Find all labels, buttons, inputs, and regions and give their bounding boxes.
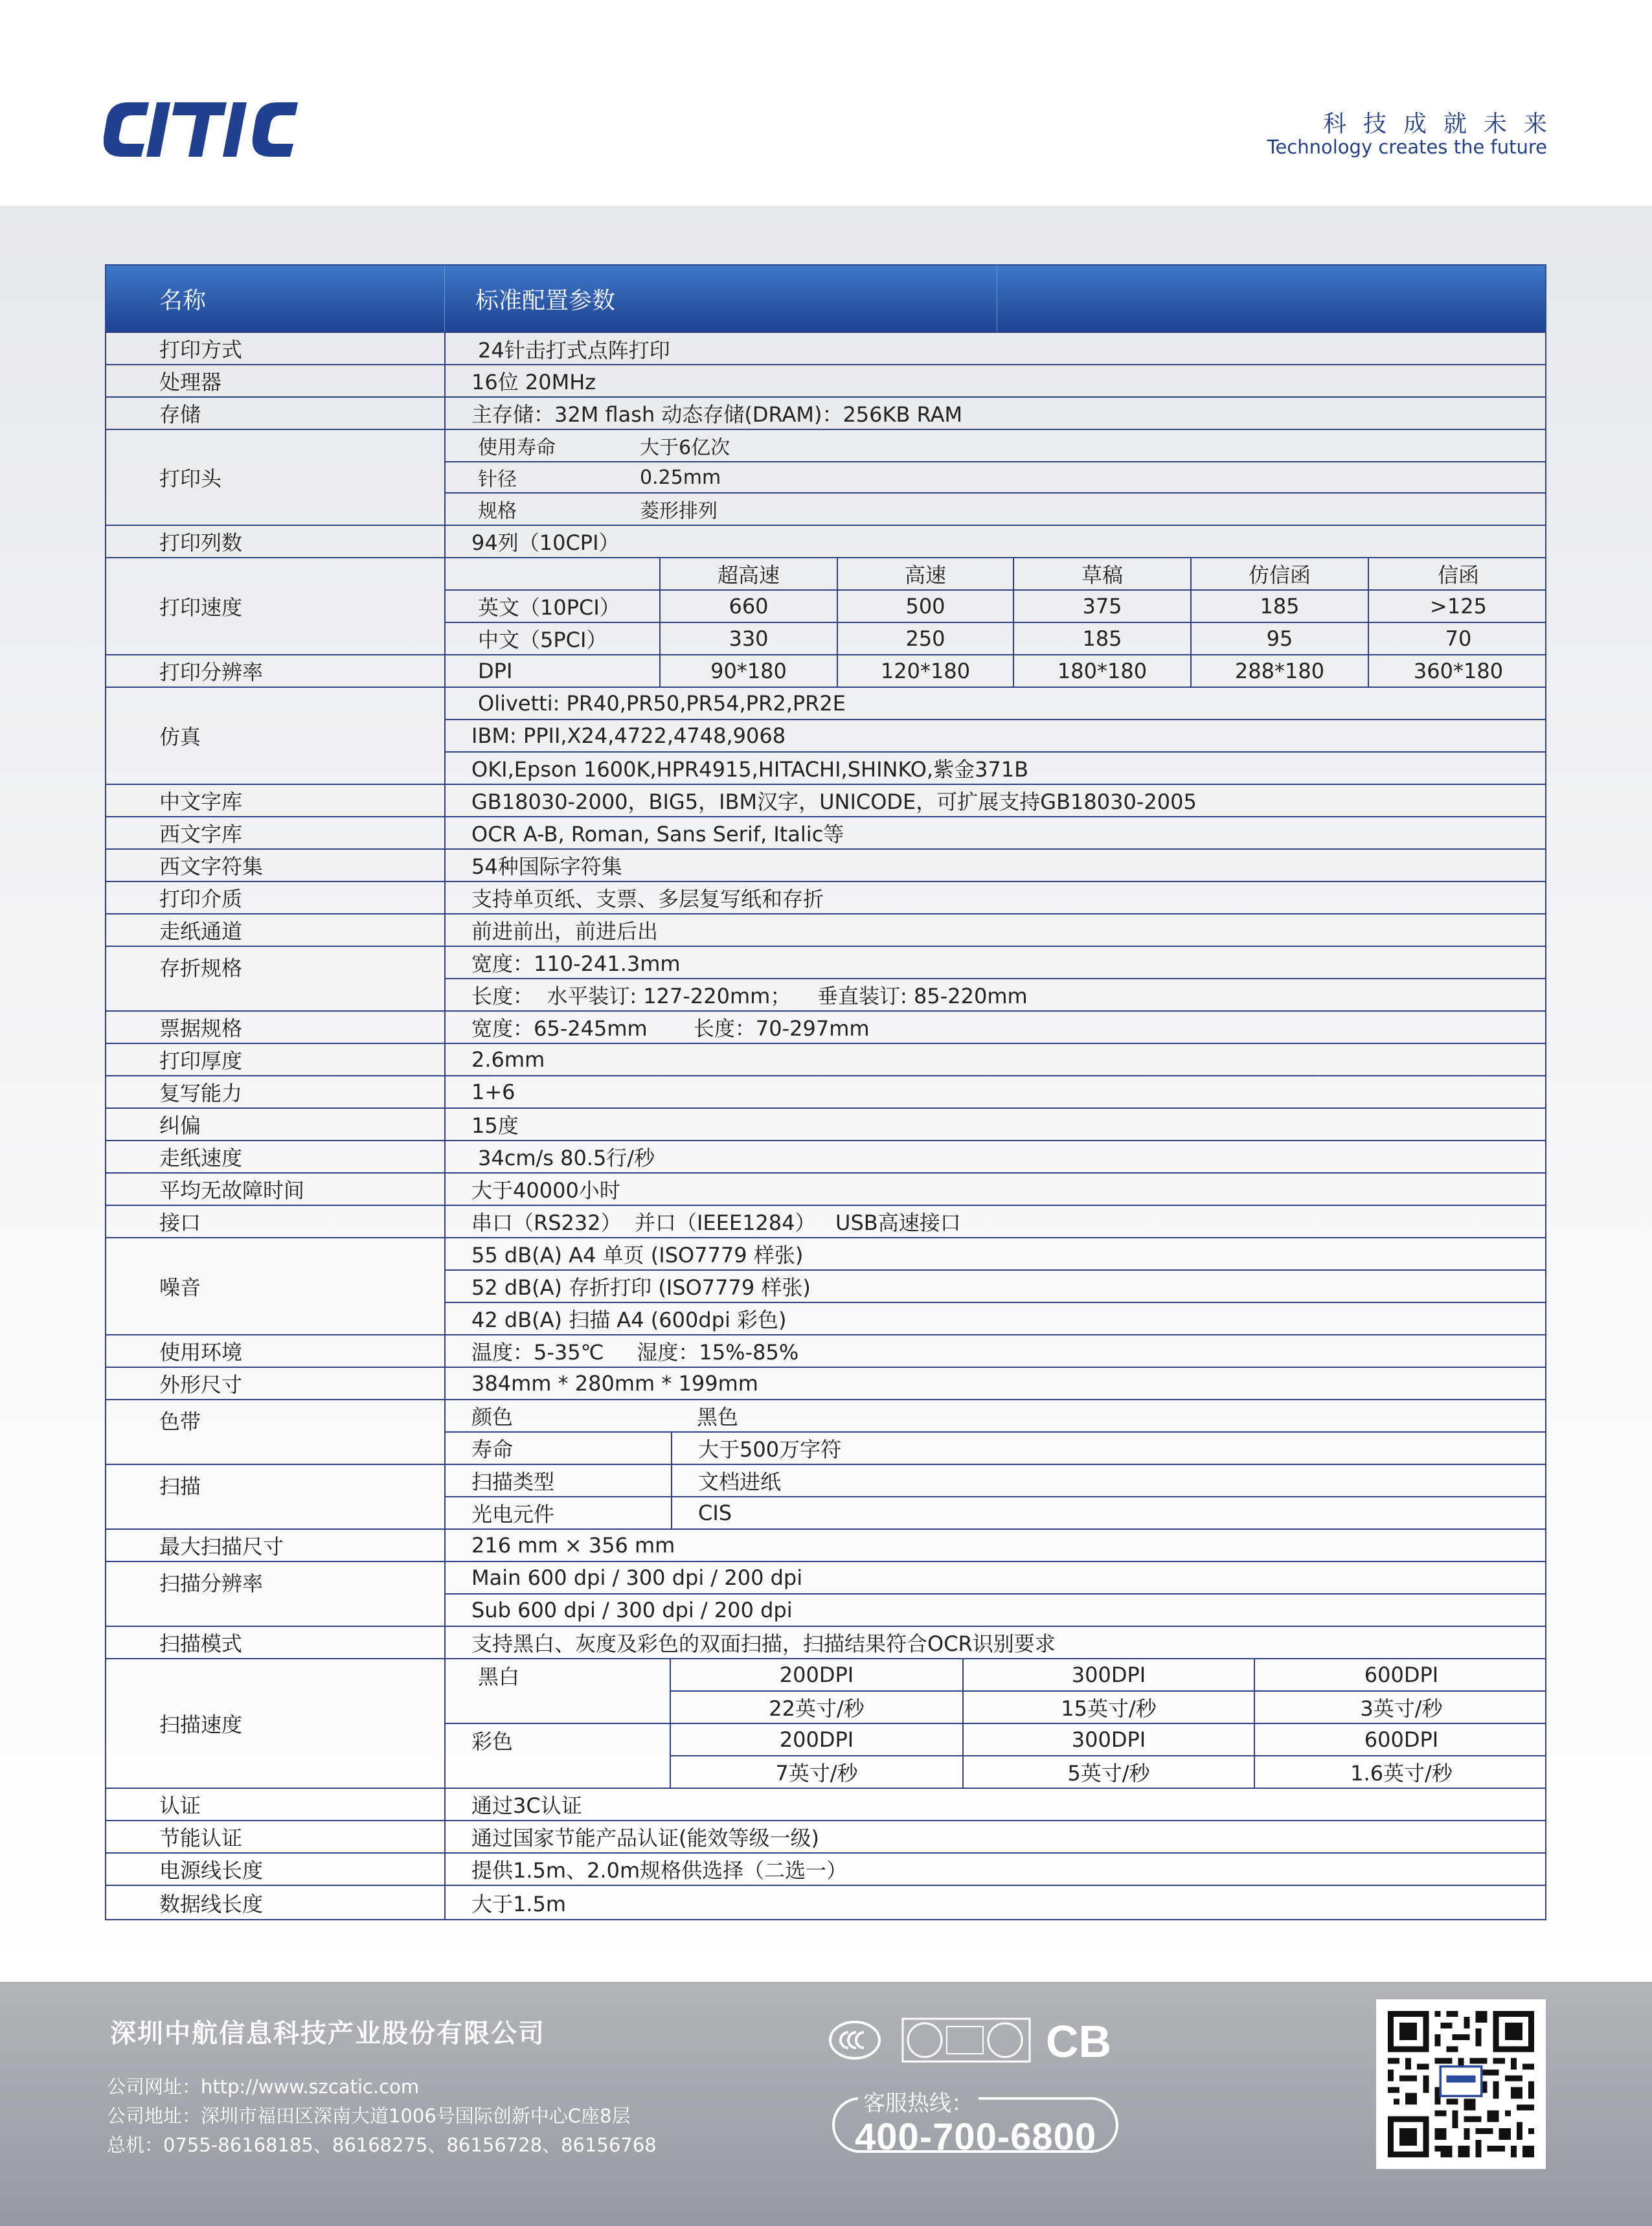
company-name: 深圳中航信息科技产业股份有限公司 [110, 2019, 545, 2049]
row-value: 大于1.5m [471, 1891, 567, 1916]
row-label: 接口 [106, 1206, 446, 1237]
spec-table-header [105, 264, 1546, 332]
table-row [105, 882, 1546, 914]
row-value: 384mm * 280mm * 199mm [471, 1371, 758, 1396]
emulation-value: IBM: PPII,X24,4722,4748,9068 [471, 723, 786, 748]
row-value: 24针击打式点阵打印 [478, 338, 670, 363]
scan-speed: 1.6英寸/秒 [1254, 1756, 1548, 1788]
row-value: 主存储：32M flash 动态存储(DRAM)：256KB RAM [471, 402, 963, 427]
table-row [105, 1854, 1546, 1886]
company-address: 公司地址：深圳市福田区深南大道1006号国际创新中心C座8层 [107, 2105, 631, 2127]
scan-dpi: 600DPI [1254, 1659, 1548, 1690]
row-label: 票据规格 [106, 1012, 446, 1043]
header-divider [444, 266, 445, 332]
ribbon-name: 颜色 [471, 1405, 514, 1429]
table-row [105, 1044, 1546, 1076]
table-row [105, 1109, 1546, 1141]
noise-value: 42 dB(A) 扫描 A4 (600dpi 彩色) [471, 1308, 787, 1332]
ccc-cert-icon [829, 2014, 881, 2066]
speed-value: >125 [1368, 591, 1548, 622]
row-label: 扫描分辨率 [106, 1562, 446, 1626]
row-label: 使用环境 [106, 1335, 446, 1367]
speed-value: 95 [1190, 623, 1368, 654]
qr-code-icon[interactable] [1376, 1999, 1546, 2169]
table-row [105, 1174, 1546, 1206]
table-row [105, 365, 1546, 398]
scan-dpi: 200DPI [779, 1727, 854, 1752]
sub-value: 0.25mm [640, 466, 721, 489]
row-label: 打印速度 [106, 558, 446, 654]
slogan-chinese: 科技成就未来 [1322, 111, 1564, 137]
speed-value: 500 [837, 591, 1013, 622]
table-row [105, 398, 1546, 430]
scan-speed: 5英寸/秒 [962, 1756, 1254, 1788]
row-label: 纠偏 [106, 1109, 446, 1140]
scan-speed: 7英寸/秒 [775, 1761, 858, 1786]
table-row [105, 1627, 1546, 1659]
row-value: 串口（RS232） 并口（IEEE1284） USB高速接口 [471, 1210, 961, 1235]
speed-value: 330 [659, 623, 837, 654]
row-value: 94列（10CPI） [471, 530, 620, 555]
table-row [105, 1206, 1546, 1238]
row-label: 扫描速度 [106, 1659, 446, 1788]
table-row [105, 526, 1546, 558]
row-label: 打印方式 [106, 333, 446, 364]
row-value: OCR A-B, Roman, Sans Serif, Italic等 [471, 822, 844, 846]
speed-value: 375 [1013, 591, 1190, 622]
table-row [105, 1141, 1546, 1174]
citic-logo [104, 97, 324, 162]
speed-col-1: 超高速 [659, 558, 837, 589]
table-row [105, 1076, 1546, 1109]
scan-value: CIS [671, 1497, 1548, 1528]
emulation-value: OKI,Epson 1600K,HPR4915,HITACHI,SHINKO,紫金371B [471, 757, 1029, 782]
scan-name: 扫描类型 [471, 1470, 555, 1494]
row-label: 走纸通道 [106, 914, 446, 946]
table-row [105, 1562, 1546, 1627]
row-label: 中文字库 [106, 785, 446, 816]
sub-name: 规格 [478, 500, 517, 523]
row-value: 通过国家节能产品认证(能效等级一级) [471, 1826, 819, 1850]
row-label: 节能认证 [106, 1821, 446, 1852]
row-value: 34cm/s 80.5行/秒 [478, 1146, 655, 1170]
row-label: 走纸速度 [106, 1141, 446, 1172]
company-phone: 总机：0755-86168185、86168275、86156728、86156768 [107, 2134, 657, 2156]
cb-cert: CB [1046, 2016, 1112, 2067]
scan-res-value: Sub 600 dpi / 300 dpi / 200 dpi [471, 1598, 793, 1622]
scan-res-value: Main 600 dpi / 300 dpi / 200 dpi [471, 1565, 803, 1590]
sub-name: 使用寿命 [478, 437, 556, 459]
hotline-label: 客服热线： [858, 2085, 979, 2117]
company-website[interactable]: 公司网址：http://www.szcatic.com [107, 2076, 420, 2098]
row-label: 存储 [106, 398, 446, 429]
table-row [105, 1821, 1546, 1854]
table-row [105, 1465, 1546, 1530]
row-value: 1+6 [471, 1080, 515, 1104]
noise-value: 55 dB(A) A4 单页 (ISO7779 样张) [471, 1243, 804, 1267]
row-value: 15度 [471, 1113, 519, 1138]
row-value: 通过3C认证 [471, 1793, 582, 1818]
row-value: GB18030-2000，BIG5，IBM汉字，UNICODE，可扩展支持GB18030-2005 [471, 789, 1197, 814]
scan-speed: 3英寸/秒 [1254, 1692, 1548, 1723]
row-label: 最大扫描尺寸 [106, 1530, 446, 1561]
table-row [105, 1659, 1546, 1789]
spec-table [105, 332, 1546, 1920]
row-value: 216 mm × 356 mm [471, 1533, 675, 1558]
speed-value: 70 [1368, 623, 1548, 654]
row-label: 外形尺寸 [106, 1368, 446, 1399]
row-label: 色带 [106, 1400, 446, 1464]
table-row [105, 655, 1546, 688]
page-header [0, 0, 1652, 206]
scan-speed: 22英寸/秒 [769, 1696, 865, 1721]
emulation-value: Olivetti: PR40,PR50,PR54,PR2,PR2E [478, 691, 846, 716]
resolution-name: DPI [478, 659, 513, 683]
table-row [105, 1335, 1546, 1368]
row-label: 噪音 [106, 1238, 446, 1334]
passbook-value: 长度： 水平装订: 127-220mm； 垂直装订: 85-220mm [471, 984, 1028, 1008]
passbook-value: 宽度：110-241.3mm [471, 951, 681, 976]
row-value: 提供1.5m、2.0m规格供选择（二选一） [471, 1858, 848, 1883]
table-header-bar [105, 264, 1546, 332]
row-label: 平均无故障时间 [106, 1174, 446, 1205]
scan-dpi: 300DPI [962, 1724, 1254, 1755]
row-label: 西文字库 [106, 817, 446, 848]
row-value: 支持黑白、灰度及彩色的双面扫描，扫描结果符合OCR识别要求 [471, 1631, 1056, 1656]
header-name: 名称 [159, 287, 207, 314]
speed-col-5: 信函 [1368, 558, 1548, 589]
hotline-number[interactable]: 400-700-6800 [855, 2116, 1097, 2158]
speed-col-3: 草稿 [1013, 558, 1190, 589]
row-label: 复写能力 [106, 1076, 446, 1107]
row-value: 54种国际字符集 [471, 854, 622, 879]
table-row [105, 1400, 1546, 1465]
scan-dpi: 200DPI [779, 1663, 854, 1687]
page-footer [0, 1982, 1652, 2226]
table-row [105, 332, 1546, 365]
table-row [105, 1530, 1546, 1562]
row-label: 西文字符集 [106, 850, 446, 881]
speed-value: 185 [1190, 591, 1368, 622]
table-row [105, 1789, 1546, 1821]
certification-logos [829, 2014, 1166, 2066]
table-row [105, 914, 1546, 947]
speed-col-4: 仿信函 [1190, 558, 1368, 589]
ribbon-value: 黑色 [697, 1405, 739, 1429]
table-row [105, 1886, 1546, 1920]
row-value: 前进前出，前进后出 [471, 919, 659, 944]
sub-name: 针径 [478, 468, 517, 491]
iso-cert-icon [901, 2017, 1031, 2063]
slogan-english: Technology creates the future [1267, 136, 1547, 158]
row-label: 仿真 [106, 688, 446, 784]
speed-value: 250 [837, 623, 1013, 654]
scan-dpi: 600DPI [1254, 1724, 1548, 1755]
speed-value: 185 [1013, 623, 1190, 654]
row-label: 打印列数 [106, 526, 446, 557]
scan-speed-group: 黑白 [478, 1664, 520, 1689]
row-value: 16位 20MHz [471, 370, 596, 394]
row-label: 扫描模式 [106, 1627, 446, 1658]
row-label: 打印介质 [106, 882, 446, 913]
speed-row-name: 英文（10PCI） [478, 595, 620, 620]
table-row [105, 1012, 1546, 1044]
row-label: 数据线长度 [106, 1886, 446, 1919]
noise-value: 52 dB(A) 存折打印 (ISO7779 样张) [471, 1275, 811, 1300]
speed-value: 660 [659, 591, 837, 622]
row-value: 温度：5-35℃ 湿度：15%-85% [471, 1340, 799, 1365]
resolution-value: 180*180 [1013, 655, 1190, 687]
scan-speed: 15英寸/秒 [962, 1692, 1254, 1723]
row-label: 处理器 [106, 365, 446, 396]
row-value: 宽度：65-245mm 长度：70-297mm [471, 1016, 870, 1041]
table-row [105, 817, 1546, 850]
row-label: 打印厚度 [106, 1044, 446, 1075]
resolution-value: 288*180 [1190, 655, 1368, 687]
table-row [105, 688, 1546, 785]
resolution-value: 360*180 [1368, 655, 1548, 687]
scan-name: 光电元件 [471, 1502, 555, 1527]
table-row [105, 785, 1546, 817]
row-label: 认证 [106, 1789, 446, 1820]
scan-dpi: 300DPI [962, 1659, 1254, 1690]
resolution-value: 120*180 [837, 655, 1013, 687]
speed-col-2: 高速 [837, 558, 1013, 589]
row-value: 支持单页纸、支票、多层复写纸和存折 [471, 887, 824, 911]
row-label: 打印头 [106, 430, 446, 525]
row-label: 电源线长度 [106, 1854, 446, 1885]
table-row [105, 947, 1546, 1012]
ribbon-name: 寿命 [471, 1437, 514, 1462]
table-row [105, 558, 1546, 655]
row-value: 大于40000小时 [471, 1178, 620, 1203]
scan-speed-group: 彩色 [471, 1729, 514, 1754]
table-row [105, 1238, 1546, 1335]
table-row [105, 850, 1546, 882]
ribbon-value: 大于500万字符 [671, 1433, 1548, 1464]
row-value: 2.6mm [471, 1047, 545, 1072]
row-label: 扫描 [106, 1465, 446, 1528]
table-row [105, 1368, 1546, 1400]
sub-value: 菱形排列 [640, 500, 718, 523]
table-row [105, 430, 1546, 526]
row-label: 存折规格 [106, 947, 446, 1010]
resolution-value: 90*180 [659, 655, 837, 687]
row-label: 打印分辨率 [106, 655, 446, 687]
sub-value: 大于6亿次 [640, 437, 730, 459]
scan-value: 文档进纸 [671, 1465, 1548, 1496]
header-params: 标准配置参数 [475, 287, 616, 314]
speed-row-name: 中文（5PCI） [478, 628, 607, 652]
